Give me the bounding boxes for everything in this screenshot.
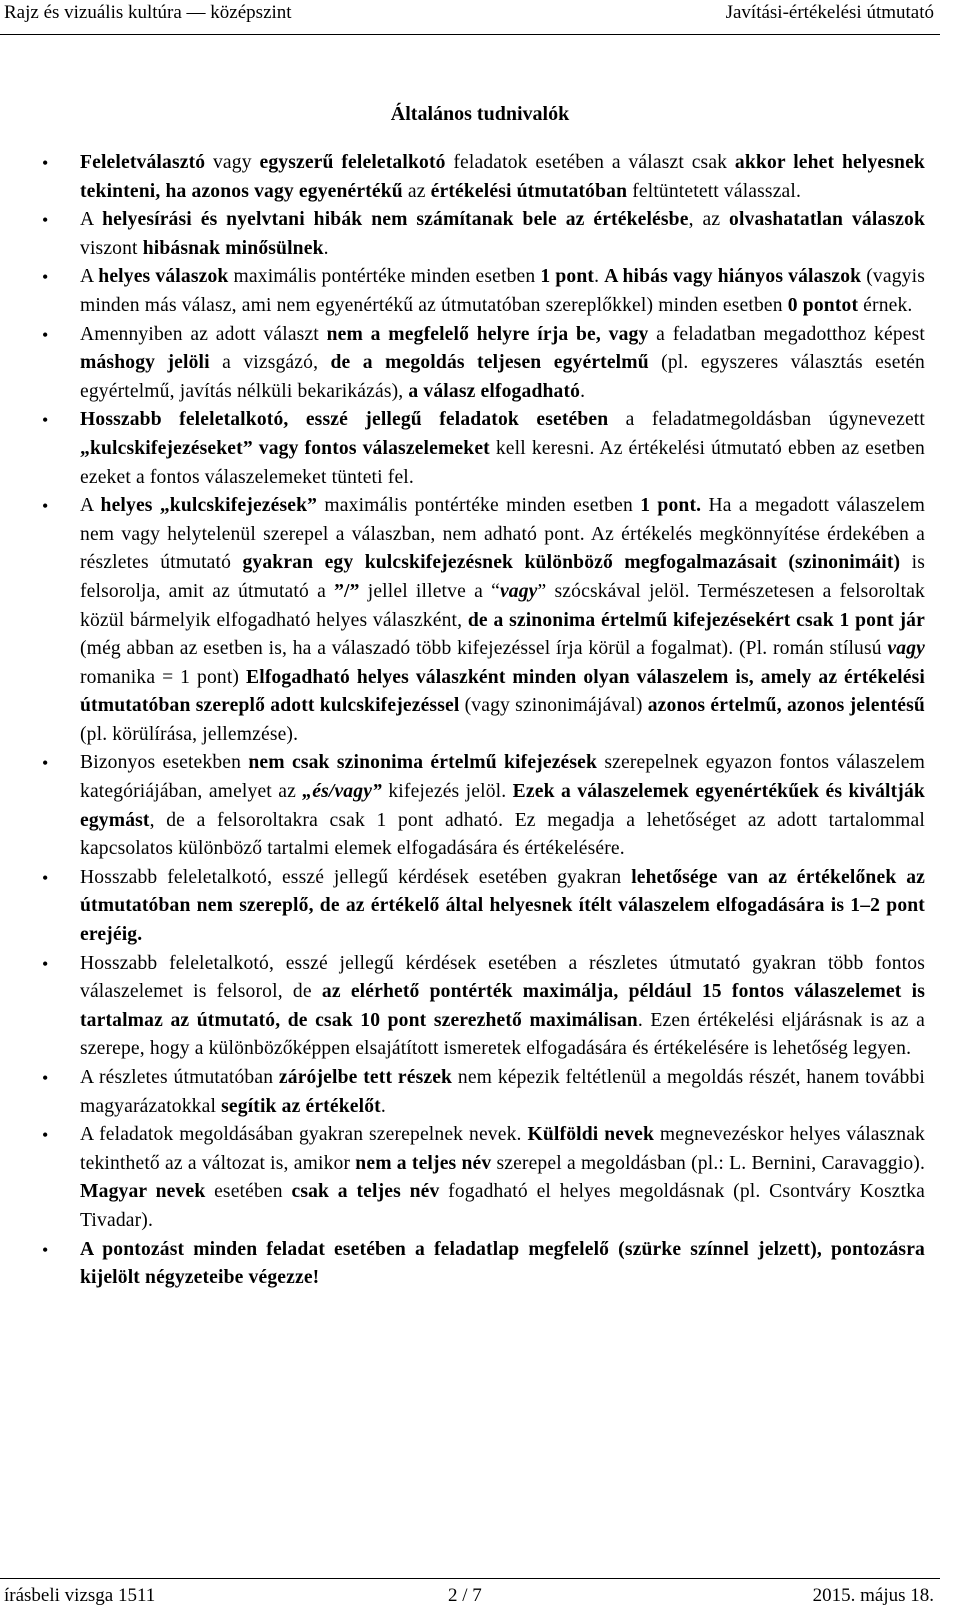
text-run: értékelési útmutatóban bbox=[430, 180, 628, 202]
text-run: egyszerű feleletalkotó bbox=[259, 152, 446, 173]
text-run: fogadható el helyes megoldásnak (pl. Csontváry Kosztka Tivadar). bbox=[80, 1181, 925, 1231]
text-run: vagy bbox=[887, 638, 925, 660]
text-run: . bbox=[323, 237, 329, 259]
text-run: máshogy jelöli bbox=[80, 352, 210, 374]
text-run: Hosszabb feleletalkotó, esszé jellegű feladatok esetében bbox=[80, 409, 609, 431]
text-run: A hibás vagy hiányos válaszok bbox=[604, 266, 862, 288]
text-run: Ha a megadott válaszelem nem vagy helytelenül szerepel a válaszban, nem adható pont. Az értékelés megkönnyítése érdekében a részletes útmutató bbox=[80, 495, 925, 574]
list-item bbox=[42, 263, 925, 320]
text-run: (vagyis minden más válasz, ami nem egyenértékű az útmutatóban szereplőkkel) minden esetben bbox=[80, 266, 925, 316]
text-run: vagy bbox=[205, 152, 260, 173]
text-run: de a szinonima értelmű kifejezésekért csak 1 pont jár bbox=[467, 609, 925, 631]
page-header bbox=[0, 0, 960, 30]
text-run: Elfogadható helyes válaszként minden olyan válaszelem is, amely az értékelési útmutatóban szereplő adott kulcskifejezéssel bbox=[80, 666, 925, 717]
text-run: (pl. egyszeres választás esetén egyértelmű, javítás nélküli bekarikázás), bbox=[80, 352, 925, 402]
list-item bbox=[42, 406, 925, 492]
text-run: helyes válaszok bbox=[98, 266, 229, 288]
bullet-icon: • bbox=[42, 867, 49, 888]
text-run: szócskával jelöl. Természetesen a felsoroltak közül bármelyik elfogadható helyes válaszként, bbox=[80, 580, 926, 631]
text-run: . bbox=[380, 1095, 386, 1117]
text-run: is felsorolja, amit az útmutató a bbox=[80, 552, 925, 602]
bullet-icon: • bbox=[42, 953, 49, 974]
text-run: szerepelnek egyazon fontos válaszelem kategóriájában, amelyet az bbox=[80, 752, 925, 803]
bullet-icon: • bbox=[42, 267, 49, 288]
text-run: helyes „kulcskifejezések” bbox=[100, 495, 318, 517]
text-run: zárójelbe tett részek bbox=[278, 1067, 453, 1088]
text-run: nem képezik feltétlenül a megoldás részét, hanem további magyarázatokkal bbox=[80, 1067, 925, 1117]
list-item bbox=[42, 1121, 925, 1235]
footer-date: 2015. május 18. bbox=[812, 1585, 934, 1606]
text-run: . Ezen értékelési eljárásnak is az a szerepe, hogy a különbözőképpen elsajátított ismeretek elfogadására és értékelésére is lehetőség legyen. bbox=[80, 1009, 925, 1060]
text-run: romanika = 1 pont) bbox=[80, 666, 246, 688]
text-run: „és/vagy” bbox=[302, 781, 382, 803]
text-run: Feleletválasztó bbox=[80, 152, 206, 173]
footer-exam-id: írásbeli vizsga 1511 bbox=[4, 1585, 156, 1606]
footer-divider bbox=[0, 1578, 940, 1579]
text-run: Magyar nevek bbox=[80, 1181, 206, 1203]
bullet-icon: • bbox=[42, 153, 49, 173]
text-run: megnevezéskor helyes válasznak tekinthető az a változat is, amikor bbox=[80, 1124, 925, 1174]
instructions-list bbox=[0, 149, 960, 1293]
text-run: A bbox=[80, 209, 103, 231]
text-run: Amennyiben az adott választ bbox=[80, 323, 327, 345]
text-run: „kulcskifejezéseket” vagy fontos válaszelemeket bbox=[80, 437, 490, 459]
bullet-icon: • bbox=[42, 753, 49, 774]
text-run: “ bbox=[491, 580, 500, 602]
text-run: maximális pontértéke minden esetben bbox=[317, 495, 641, 517]
text-run: . bbox=[580, 380, 586, 402]
text-run: A feladatok megoldásában gyakran szerepelnek nevek. bbox=[80, 1124, 528, 1146]
text-run: csak a teljes név bbox=[291, 1181, 440, 1203]
text-run: akkor lehet helyesnek tekinteni, ha azonos vagy egyenértékű bbox=[80, 152, 925, 202]
text-run: . bbox=[594, 266, 605, 288]
list-item bbox=[42, 1236, 925, 1293]
text-run: gyakran egy kulcskifejezésnek különböző megfogalmazásait (szinonimáit) bbox=[242, 552, 901, 574]
text-run: helyesírási és nyelvtani hibák nem számítanak bele az értékelésbe bbox=[102, 209, 689, 231]
text-run: nem csak szinonima értelmű kifejezések bbox=[248, 752, 598, 774]
footer-page-number: 2 / 7 bbox=[448, 1585, 482, 1606]
text-run: érnek. bbox=[858, 294, 913, 316]
text-run: hibásnak minősülnek bbox=[142, 237, 324, 259]
text-run: ”/” bbox=[334, 580, 360, 602]
list-item bbox=[42, 321, 925, 407]
text-run: a feladatban megadotthoz képest bbox=[648, 323, 925, 345]
text-run: A bbox=[80, 495, 101, 517]
text-run: nem a teljes név bbox=[355, 1152, 492, 1174]
text-run: Bizonyos esetekben bbox=[80, 752, 249, 774]
bullet-icon: • bbox=[42, 410, 49, 431]
text-run: a feladatmegoldásban úgynevezett bbox=[608, 409, 925, 431]
list-item bbox=[42, 950, 925, 1064]
bullet-icon: • bbox=[42, 210, 49, 231]
header-doc-type: Javítási-értékelési útmutató bbox=[725, 2, 934, 23]
list-item bbox=[42, 864, 925, 950]
text-run: maximális pontértéke minden esetben bbox=[228, 266, 541, 288]
text-run: 1 pont bbox=[540, 266, 595, 288]
header-divider bbox=[0, 34, 940, 35]
text-run: vagy bbox=[499, 580, 538, 602]
text-run: feltüntetett válasszal. bbox=[627, 180, 802, 202]
text-run: az bbox=[402, 180, 431, 202]
text-run: A pontozást minden feladat esetében a feladatlap megfelelő (szürke színnel jelzett), pontozásra kijelölt négyzeteibe végezze! bbox=[80, 1238, 925, 1289]
text-run: Ezek a válaszelemek egyenértékűek és kiváltják egymást bbox=[80, 781, 925, 831]
bullet-icon: • bbox=[42, 1239, 49, 1260]
list-item bbox=[42, 149, 925, 206]
header-subject: Rajz és vizuális kultúra — középszint bbox=[4, 2, 292, 23]
bullet-icon: • bbox=[42, 324, 49, 345]
text-run: lehetősége van az értékelőnek az útmutatóban nem szereplő, de az értékelő által helyesnek ítélt válaszelem elfogadására is 1–2 pont erejéig. bbox=[80, 866, 925, 946]
text-run: az elérhető pontérték maximálja, például 15 fontos válaszelemet is tartalmaz az útmutató, de csak 10 pont szerezhető maximálisan bbox=[80, 981, 925, 1031]
text-run: , de a felsoroltakra csak 1 pont adható. Ez megadja a lehetőséget az adott tartalommal kapcsolatos különböző tartalmi elemek elfogadására és értékelésére. bbox=[80, 809, 925, 860]
text-run: feladatok esetében a választ csak bbox=[445, 152, 735, 173]
text-run: kell keresni. Az értékelési útmutató ebben az esetben ezeket a fontos válaszelemeket tünteti fel. bbox=[80, 437, 925, 488]
text-run: kifejezés jelöl. bbox=[382, 781, 513, 803]
text-run: esetében bbox=[205, 1181, 292, 1203]
list-item bbox=[42, 749, 925, 863]
page-title: Általános tudnivalók bbox=[390, 103, 570, 125]
text-run: A bbox=[80, 266, 99, 288]
text-run: (pl. körülírása, jellemzése). bbox=[80, 723, 299, 745]
list-item bbox=[42, 206, 925, 263]
bullet-icon: • bbox=[42, 1125, 49, 1146]
bullet-icon: • bbox=[42, 1068, 49, 1088]
list-item bbox=[42, 492, 926, 749]
text-run: (még abban az esetben is, ha a válaszadó több kifejezéssel írja körül a fogalmat). (Pl. román stílusú bbox=[80, 638, 888, 660]
text-run: viszont bbox=[80, 237, 143, 259]
text-run: Hosszabb feleletalkotó, esszé jellegű kérdések esetében gyakran bbox=[80, 866, 632, 888]
text-run: A részletes útmutatóban bbox=[80, 1067, 279, 1088]
text-run: 0 pontot bbox=[787, 294, 859, 316]
text-run: 1 pont. bbox=[640, 495, 702, 517]
text-run: de a megoldás teljesen egyértelmű bbox=[330, 352, 649, 374]
list-item bbox=[42, 1064, 925, 1121]
bullet-icon: • bbox=[42, 496, 49, 517]
text-run: Külföldi nevek bbox=[527, 1124, 654, 1146]
text-run: Hosszabb feleletalkotó, esszé jellegű kérdések esetében a részletes útmutató gyakran több fontos válaszelemet is felsorol, de bbox=[80, 952, 925, 1003]
text-run: jellel illetve a bbox=[359, 580, 492, 602]
text-run: ” bbox=[537, 580, 547, 602]
text-run: azonos értelmű, azonos jelentésű bbox=[647, 695, 925, 717]
text-run: a vizsgázó, bbox=[209, 352, 331, 374]
text-run: segítik az értékelőt bbox=[221, 1095, 381, 1117]
page-footer bbox=[0, 1585, 960, 1609]
text-run: , az bbox=[688, 209, 730, 231]
text-run: olvashatatlan válaszok bbox=[729, 209, 925, 231]
instructions-section bbox=[0, 149, 960, 1293]
text-run: (vagy szinonimájával) bbox=[459, 695, 648, 717]
text-run: nem a megfelelő helyre írja be, vagy bbox=[326, 323, 649, 345]
text-run: a válasz elfogadható bbox=[408, 380, 581, 402]
text-run: szerepel a megoldásban (pl.: L. Bernini, Caravaggio). bbox=[491, 1152, 925, 1174]
